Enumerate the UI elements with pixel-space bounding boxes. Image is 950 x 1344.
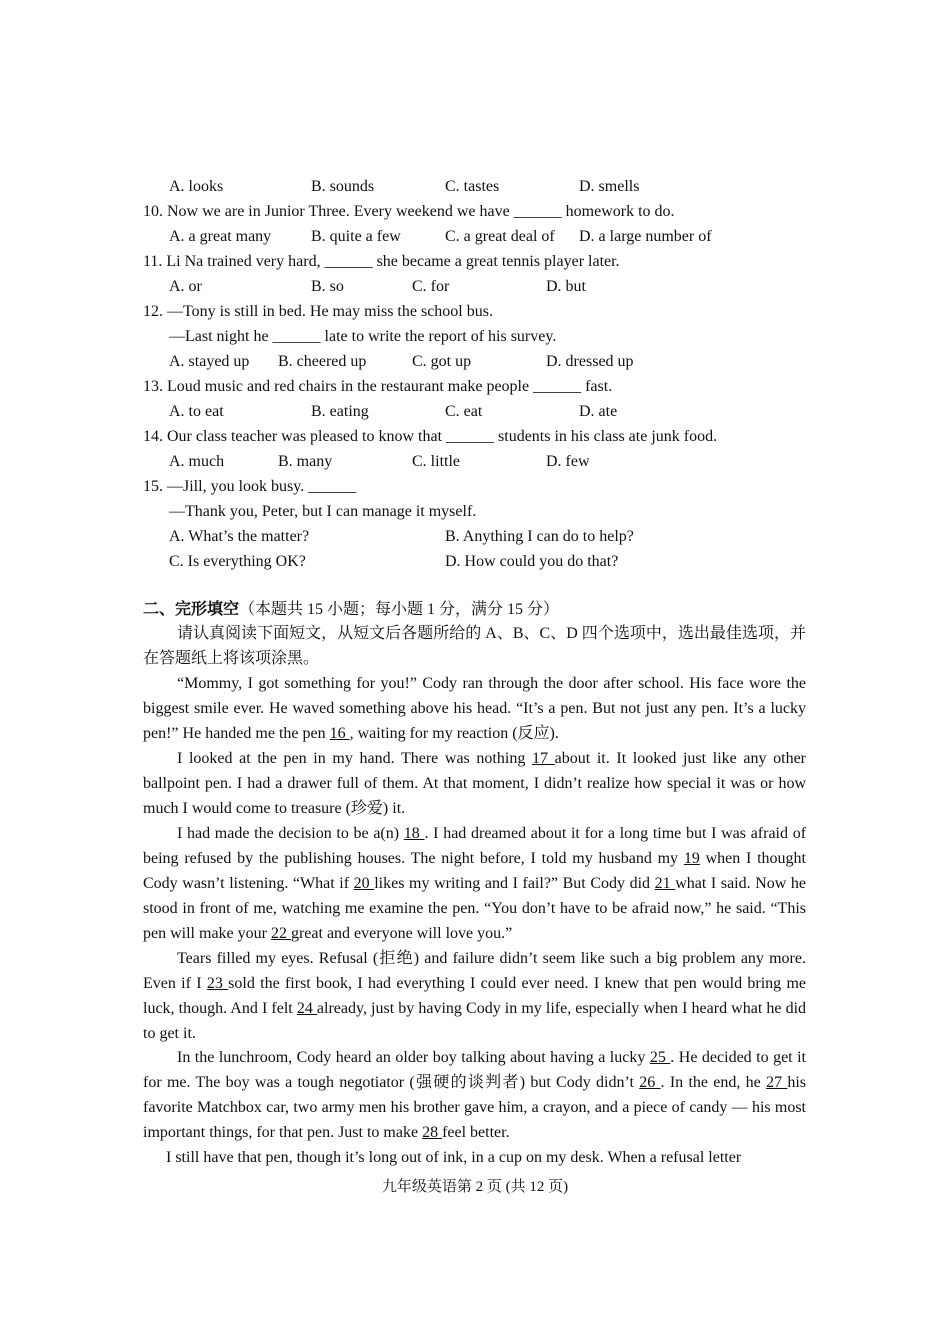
q13-option-c: C. eat <box>445 403 483 420</box>
q15-stem-2: —Thank you, Peter, but I can manage it myself. <box>169 503 477 520</box>
q12-option-d: D. dressed up <box>546 353 634 370</box>
q14-option-c: C. little <box>412 453 460 470</box>
cloze-text: when I thought Cody wasn’t listening. “What if <box>143 850 807 892</box>
cloze-text: feel better. <box>442 1124 510 1141</box>
cloze-text: his favorite Matchbox car, two army men his brother gave him, a crayon, and a piece of candy — his most important things, for that pen. Just to make <box>143 1074 807 1141</box>
q9-option-d: D. smells <box>579 178 640 195</box>
q15-stem-1: 15. —Jill, you look busy. ______ <box>143 478 357 495</box>
q9-option-c: C. tastes <box>445 178 500 195</box>
cloze-text: . I had dreamed about it for a long time but I was afraid of being refused by the publishing houses. The night before, I told my husband my <box>143 825 807 867</box>
q15-option-d: D. How could you do that? <box>445 553 619 570</box>
q14-option-a: A. much <box>169 453 225 470</box>
q15-option-b: B. Anything I can do to help? <box>445 528 634 545</box>
q10-option-c: C. a great deal of <box>445 228 555 245</box>
q14-option-d: D. few <box>546 453 590 470</box>
section-instruction: 请认真阅读下面短文，从短文后各题所给的 A、B、C、D 四个选项中，选出最佳选项，并在答题纸上将该项涂黑。 <box>143 625 806 667</box>
cloze-text: In the lunchroom, Cody heard an older boy talking about having a lucky <box>177 1049 650 1066</box>
cloze-text: “Mommy, I got something for you!” Cody ran through the door after school. His face wore the biggest smile ever. He waved something above his head. “It’s a pen. But not just any pen. It’s a lucky pen!” He handed me the pen <box>143 675 806 742</box>
page-footer: 九年级英语第 2 页 (共 12 页) <box>381 1179 569 1195</box>
cloze-blank-28: 28 <box>422 1124 443 1141</box>
q11-stem: 11. Li Na trained very hard, ______ she became a great tennis player later. <box>143 253 620 270</box>
q11-option-b: B. so <box>311 278 344 295</box>
cloze-text: likes my writing and I fail?” But Cody did <box>374 875 655 892</box>
q9-option-b: B. sounds <box>311 178 375 195</box>
q12-option-a: A. stayed up <box>169 353 250 370</box>
cloze-text: already, just by having Cody in my life, especially when I heard what he did to get it. <box>143 1000 807 1042</box>
cloze-text: I looked at the pen in my hand. There was nothing <box>177 750 532 767</box>
q13-option-b: B. eating <box>311 403 369 420</box>
q12-option-c: C. got up <box>412 353 472 370</box>
q13-option-a: A. to eat <box>169 403 224 420</box>
q10-stem: 10. Now we are in Junior Three. Every weekend we have ______ homework to do. <box>143 203 675 220</box>
cloze-paragraph-6: I still have that pen, though it’s long out of ink, in a cup on my desk. When a refusal letter <box>166 1149 742 1166</box>
q15-option-c: C. Is everything OK? <box>169 553 306 570</box>
cloze-paragraph-1 <box>143 671 806 746</box>
cloze-text: I had made the decision to be a(n) <box>177 825 404 842</box>
cloze-blank-17: 17 <box>531 750 555 767</box>
q13-option-d: D. ate <box>579 403 618 420</box>
cloze-blank-22: 22 <box>270 925 291 942</box>
q14-stem: 14. Our class teacher was pleased to know that ______ students in his class ate junk food. <box>143 428 718 445</box>
cloze-paragraph-3 <box>143 821 806 946</box>
q12-stem-2: —Last night he ______ late to write the report of his survey. <box>169 328 557 345</box>
section-note: （本题共 15 小题；每小题 1 分，满分 15 分） <box>239 601 560 618</box>
cloze-blank-19: 19 <box>683 850 700 867</box>
cloze-paragraph-2 <box>143 746 806 821</box>
cloze-text: about it. It looked just like any other ballpoint pen. I had a drawer full of them. At that moment, I didn’t realize how special it was or how much I would come to treasure (珍爱) it. <box>143 750 807 817</box>
q10-option-d: D. a large number of <box>579 228 712 245</box>
cloze-blank-21: 21 <box>654 875 676 892</box>
cloze-text: . He decided to get it for me. The boy was a tough negotiator (强硬的谈判者) but Cody didn’t <box>143 1049 806 1091</box>
q13-stem: 13. Loud music and red chairs in the restaurant make people ______ fast. <box>143 378 613 395</box>
q15-option-a: A. What’s the matter? <box>169 528 310 545</box>
q11-option-d: D. but <box>546 278 586 295</box>
cloze-paragraph-4 <box>143 946 806 1046</box>
cloze-text: sold the first book, I had everything I could ever need. I knew that pen would bring me luck, though. And I felt <box>143 975 806 1017</box>
q10-option-b: B. quite a few <box>311 228 401 245</box>
cloze-blank-25: 25 <box>649 1049 671 1066</box>
cloze-paragraph-5 <box>143 1045 806 1145</box>
section-title: 二、完形填空 <box>143 601 240 618</box>
cloze-text: great and everyone will love you.” <box>290 925 513 942</box>
cloze-blank-27: 27 <box>766 1074 788 1091</box>
cloze-text: , waiting for my reaction (反应). <box>349 725 559 742</box>
section-heading <box>143 600 559 620</box>
cloze-blank-26: 26 <box>639 1074 661 1091</box>
cloze-text: what I said. Now he stood in front of me, watching me examine the pen. “You don’t have to be afraid now,” he said. “This pen will make your <box>143 875 807 942</box>
q14-option-b: B. many <box>278 453 333 470</box>
q10-option-a: A. a great many <box>169 228 272 245</box>
cloze-text: Tears filled my eyes. Refusal (拒绝) and failure didn’t seem like such a big problem any more. Even if I <box>143 950 806 992</box>
cloze-blank-18: 18 <box>403 825 425 842</box>
cloze-text: . In the end, he <box>660 1074 767 1091</box>
cloze-blank-23: 23 <box>206 975 229 992</box>
cloze-blank-16: 16 <box>329 725 350 742</box>
q11-option-a: A. or <box>169 278 202 295</box>
q12-stem-1: 12. —Tony is still in bed. He may miss the school bus. <box>143 303 493 320</box>
cloze-blank-20: 20 <box>353 875 375 892</box>
q9-option-a: A. looks <box>169 178 224 195</box>
cloze-blank-24: 24 <box>296 1000 317 1017</box>
q12-option-b: B. cheered up <box>278 353 367 370</box>
q11-option-c: C. for <box>412 278 450 295</box>
